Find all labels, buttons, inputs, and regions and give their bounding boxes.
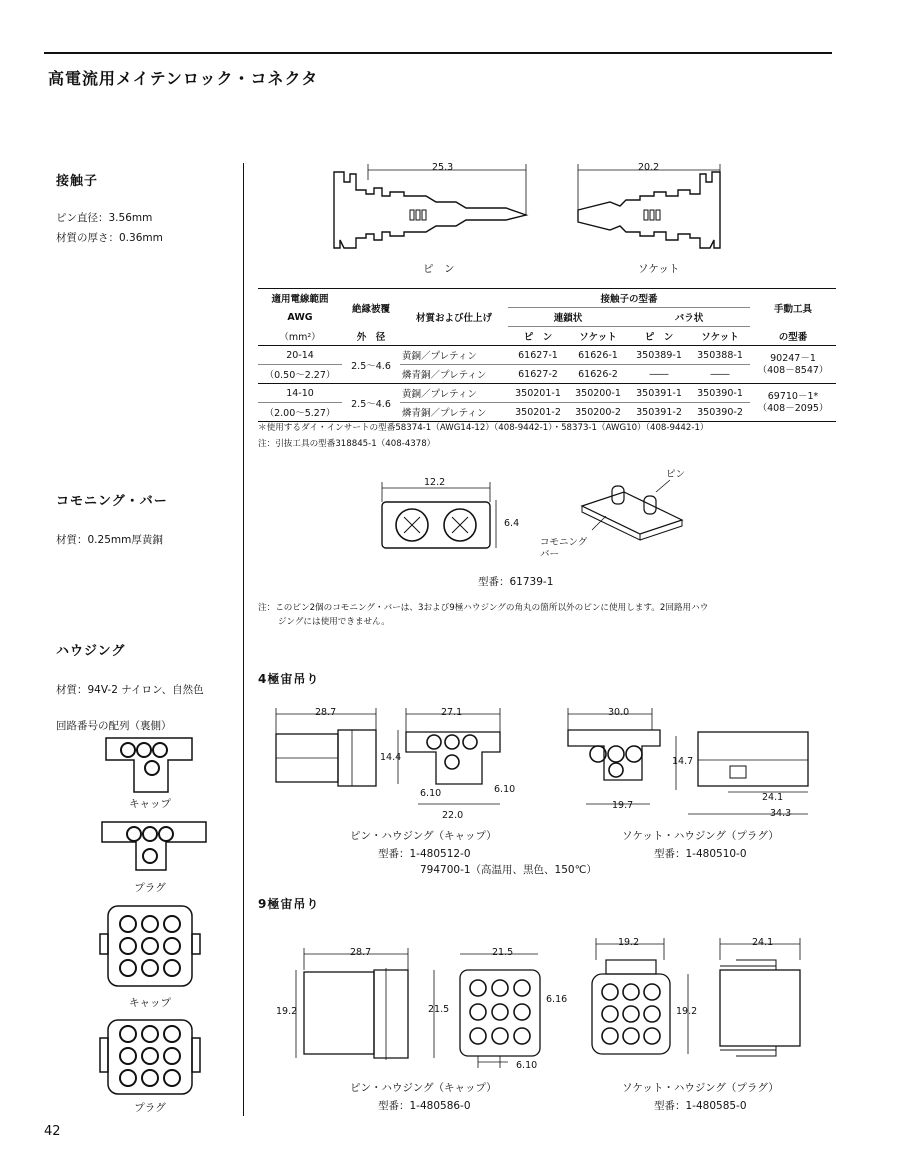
table-cell: ――	[649, 368, 669, 380]
page-title: 高電流用メイテンロック・コネクタ	[48, 69, 319, 88]
housing-material: 材質：94V-2 ナイロン、自然色	[56, 684, 204, 696]
commoning-width-dim: 12.2	[424, 477, 446, 488]
header-chain: 連鎖状	[508, 308, 628, 327]
four-pole-heading: 4極宙吊り	[258, 672, 320, 686]
tool-doc: （408－8547）	[757, 364, 829, 376]
nine-pin-dim-2: 21.5	[492, 947, 514, 958]
table-cell-tool	[750, 384, 836, 422]
four-pin-housing-part-2: 794700-1（高温用、黒色、150℃）	[420, 864, 597, 876]
thickness-text: 材質の厚さ：0.36mm	[56, 232, 163, 244]
four-pin-dim-3: 14.4	[380, 752, 402, 763]
cap-label: キャップ	[129, 798, 171, 810]
socket-caption: ソケット	[638, 263, 680, 275]
table-cell: 燐青銅／プレティン	[402, 370, 487, 381]
table-cell: 2.5～4.6	[351, 398, 391, 410]
table-cell: 350389-1	[636, 349, 682, 361]
commoning-heading: コモニング・バー	[56, 494, 168, 509]
pin-diameter-text: ピン直径：3.56mm	[56, 212, 153, 224]
table-note-2: 注：引抜工具の型番318845-1（408-4378）	[258, 439, 436, 449]
table-cell: 350200-2	[575, 406, 621, 418]
table-cell: 61626-1	[578, 349, 618, 361]
four-socket-housing-part: 型番：1-480510-0	[654, 848, 747, 860]
top-rule	[44, 52, 832, 54]
nine-socket-housing-part: 型番：1-480585-0	[654, 1100, 747, 1112]
column-divider	[243, 163, 244, 1116]
table-cell: 350388-1	[697, 349, 743, 361]
nine-pole-pin-housing-drawing	[268, 940, 578, 1075]
table-cell: 61627-2	[518, 368, 558, 380]
four-pin-housing-part: 型番：1-480512-0	[378, 848, 471, 860]
header-loose-socket: ソケット	[701, 332, 739, 343]
commoning-part-number: 型番：61739-1	[478, 576, 554, 588]
four-socket-dim-4: 24.1	[762, 792, 784, 803]
header-chain-pin: ピ ン	[523, 332, 553, 343]
plug-4-pole-drawing	[100, 818, 210, 874]
pin-length-dim: 25.3	[432, 162, 454, 173]
plug-label: プラグ	[134, 882, 166, 894]
nine-pin-dim-5: 6.16	[546, 994, 568, 1005]
table-cell: （0.50～2.27）	[264, 370, 336, 381]
four-socket-dim-3: 19.7	[612, 800, 634, 811]
four-pin-dim-2: 27.1	[441, 707, 463, 718]
tool-number: 90247－1	[770, 352, 816, 364]
commoning-height-dim: 6.4	[504, 518, 520, 529]
table-cell: 350390-1	[697, 387, 743, 399]
commoning-bar-label-2: バー	[540, 549, 560, 560]
four-pole-socket-housing-drawing	[560, 700, 832, 825]
header-insulation: 絶縁被覆	[351, 303, 390, 315]
housing-heading: ハウジング	[56, 644, 126, 659]
commoning-bar-label-1: コモニング	[540, 537, 588, 548]
nine-pin-dim-3: 19.2	[276, 1006, 298, 1017]
tool-number: 69710－1*	[767, 390, 819, 402]
nine-pin-housing-title: ピン・ハウジング（キャップ）	[350, 1082, 497, 1094]
contact-spec-table	[258, 288, 836, 422]
commoning-pin-label: ピン	[666, 469, 686, 480]
nine-pole-heading: 9極宙吊り	[258, 897, 320, 911]
pin-contact-drawing	[326, 160, 556, 255]
header-loose-pin: ピ ン	[644, 332, 674, 343]
cap-4-pole-drawing	[100, 736, 200, 796]
table-cell: 黄銅／プレティン	[402, 389, 477, 400]
page-number: 42	[44, 1124, 61, 1139]
table-cell: 350391-2	[636, 406, 682, 418]
commoning-material: 材質：0.25mm厚黄銅	[56, 534, 163, 546]
table-cell: 2.5～4.6	[351, 360, 391, 372]
four-pin-dim-1: 28.7	[315, 707, 337, 718]
header-tool-unit: の型番	[778, 331, 808, 343]
plug-9-label: プラグ	[134, 1102, 166, 1114]
nine-pin-dim-4: 21.5	[428, 1004, 450, 1015]
table-cell: 燐青銅／プレティン	[402, 408, 487, 419]
header-insulation-od: 外 径	[356, 331, 386, 343]
header-material: 材質および仕上げ	[415, 313, 492, 324]
table-cell: 350200-1	[575, 387, 621, 399]
commoning-bar-perspective	[578, 472, 688, 542]
header-tool: 手動工具	[773, 303, 812, 315]
nine-socket-housing-title: ソケット・ハウジング（プラグ）	[622, 1082, 779, 1094]
table-cell: 20-14	[286, 349, 314, 361]
commoning-note-1: 注：このピン2個のコモニング・バーは、3および9極ハウジングの角丸の箇所以外のピンに使用します。2回路用ハウ	[258, 603, 709, 613]
header-part-number: 接触子の型番	[508, 289, 750, 308]
contacts-heading: 接触子	[56, 174, 99, 189]
header-awg-unit: AWG	[287, 311, 313, 323]
table-cell: 350201-1	[515, 387, 561, 399]
four-pin-dim-6: 22.0	[442, 810, 464, 821]
cap-9-label: キャップ	[129, 997, 171, 1009]
nine-pin-dim-1: 28.7	[350, 947, 372, 958]
table-note-1: ＊使用するダイ・インサートの型番58374-1（AWG14-12）（408-9442-1）・58373-1（AWG10）（408-9442-1）	[258, 423, 709, 433]
four-socket-dim-2: 14.7	[672, 756, 694, 767]
socket-contact-drawing	[570, 160, 750, 255]
table-cell: 14-10	[286, 387, 314, 399]
four-socket-housing-title: ソケット・ハウジング（プラグ）	[622, 830, 779, 842]
arrangement-label: 回路番号の配列（裏側）	[56, 720, 172, 732]
header-loose: バラ状	[628, 308, 750, 327]
four-pin-dim-5: 6.10	[494, 784, 516, 795]
nine-socket-dim-1: 19.2	[618, 937, 640, 948]
nine-pin-dim-6: 6.10	[516, 1060, 538, 1071]
nine-socket-dim-3: 19.2	[676, 1006, 698, 1017]
table-cell: 350201-2	[515, 406, 561, 418]
table-cell: （2.00～5.27）	[264, 408, 336, 419]
four-socket-dim-5: 34.3	[770, 808, 792, 819]
nine-pole-socket-housing-drawing	[580, 930, 820, 1070]
socket-length-dim: 20.2	[638, 162, 660, 173]
table-cell: 350390-2	[697, 406, 743, 418]
header-awg: 適用電線範囲	[271, 294, 329, 306]
table-cell: ――	[710, 368, 730, 380]
nine-socket-dim-2: 24.1	[752, 937, 774, 948]
four-pin-housing-title: ピン・ハウジング（キャップ）	[350, 830, 497, 842]
pin-caption: ピ ン	[423, 263, 455, 275]
table-cell: 350391-1	[636, 387, 682, 399]
four-pin-dim-4: 6.10	[420, 788, 442, 799]
four-socket-dim-1: 30.0	[608, 707, 630, 718]
table-cell: 61627-1	[518, 349, 558, 361]
table-cell: 黄銅／プレティン	[402, 351, 477, 362]
commoning-note-2: ジングには使用できません。	[278, 617, 390, 627]
plug-9-pole-drawing	[98, 1016, 202, 1098]
table-cell: 61626-2	[578, 368, 618, 380]
header-chain-socket: ソケット	[579, 332, 617, 343]
header-mm: （mm²）	[279, 331, 321, 343]
table-cell-tool	[750, 346, 836, 384]
nine-pin-housing-part: 型番：1-480586-0	[378, 1100, 471, 1112]
tool-doc: （408－2095）	[757, 402, 829, 414]
cap-9-pole-drawing	[98, 902, 202, 990]
